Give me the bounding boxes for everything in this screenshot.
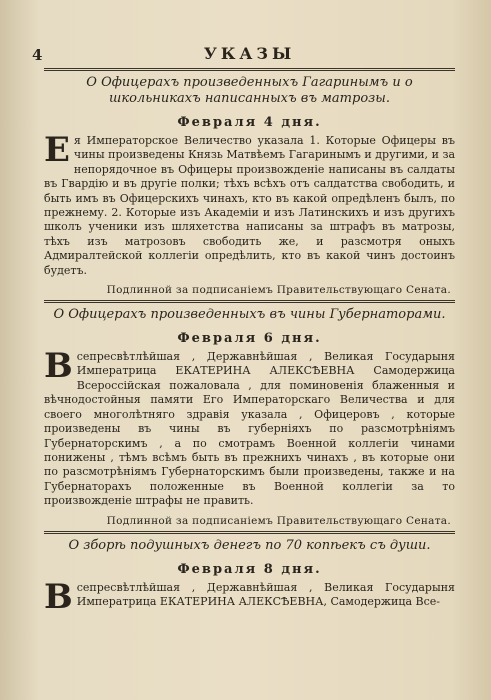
- section-divider: [44, 300, 455, 303]
- section-title: О Офицерахъ произведенныхъ въ чины Губернаторами.: [53, 307, 446, 323]
- signature-line: Подлинной за подписаніемъ Правительствующаго Сената.: [106, 514, 451, 527]
- page-header: [32, 38, 455, 64]
- running-title: УКАЗЫ: [203, 44, 296, 63]
- drop-cap: Е: [44, 130, 70, 170]
- body-paragraph: сепресвѣтлѣйшая , Державнѣйшая , Великая Государыня Императрица ЕКАТЕРИНА АЛЕКСѢЕВНА, Самодержица Все-: [76, 580, 455, 608]
- section-divider: [44, 531, 455, 534]
- section-date: Февраля 4 дня.: [177, 115, 322, 130]
- drop-cap: В: [44, 576, 73, 617]
- section-body: [44, 130, 455, 278]
- section-title: О Офицерахъ произведенныхъ Гагаринымъ и о школьникахъ написанныхъ въ матрозы.: [86, 75, 413, 106]
- section-date: Февраля 8 дня.: [177, 561, 322, 577]
- section-body: [44, 346, 455, 508]
- drop-cap: В: [44, 346, 73, 387]
- signature-line: Подлинной за подписаніемъ Правительствующаго Сената.: [106, 284, 451, 297]
- decree-section-3: [44, 537, 455, 617]
- page-number: 4: [32, 46, 43, 64]
- body-paragraph: я Императорское Величество указала 1. Которые Офицеры въ чины произведены Князь Матвѣемъ Гагаринымъ и другими, и за непорядочное въ Офицеры произвожденіе написаны въ салдаты въ Гвардію и въ другіе полки; тѣхъ всѣхъ отъ салдатства свободить, и быть имъ въ Офицерскихъ чинахъ, кто въ какой опредѣленъ былъ, по прежнему. 2. Которые изъ Академіи и изъ Латинскихъ и изъ другихъ школъ ученики изъ шляхетства написаны за штрафъ въ матрозы, тѣхъ изъ матрозовъ свободить же, и разсмотря оныхъ Адмиралтейской коллегіи опредѣлить, кто въ какой чинъ достоинъ будетъ.: [44, 134, 455, 277]
- body-paragraph: сепресвѣтлѣйшая , Державнѣйшая , Великая Государыня Императрица ЕКАТЕРИНА АЛЕКСѢЕВНА Самодержица Всероссійская пожаловала , для поминовенія блаженныя и вѣчнодостойныя памяти Его Императорскаго Величества и для своего многолѣтняго здравія указала , Офицеровъ , которые произведены въ чины въ губерніяхъ по разсмотрѣніямъ Губернаторскимъ , а по смотрамъ Военной коллегіи чинами понижены , тѣмъ всѣмъ быть въ прежнихъ чинахъ , въ которые они по разсмотрѣніямъ Губернаторскимъ были произведены, также и на Губернаторахъ положенные въ Военной коллегіи за то произвожденіе штрафы не править.: [44, 350, 455, 508]
- header-rule: [44, 68, 455, 71]
- decree-section-1: [44, 75, 455, 296]
- decree-section-2: [44, 307, 455, 526]
- section-date: Февраля 6 дня.: [177, 331, 322, 347]
- section-title: О зборѣ подушныхъ денегъ по 70 копѣекъ съ души.: [68, 537, 431, 553]
- section-body: [44, 576, 455, 617]
